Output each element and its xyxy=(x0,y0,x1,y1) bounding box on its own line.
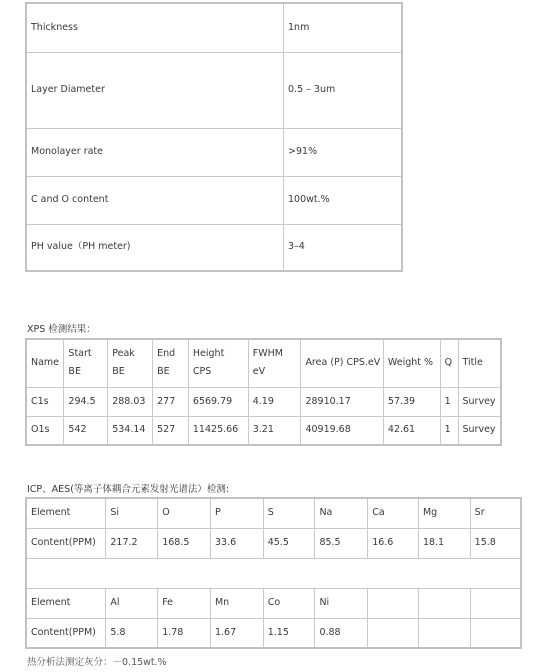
xps-header-start-be xyxy=(64,339,108,387)
table-cell: 277 xyxy=(153,387,189,416)
spec-value: 100wt.% xyxy=(284,176,402,224)
table-cell xyxy=(470,588,521,618)
spec-value: 0.5 – 3um xyxy=(284,52,402,128)
table-cell-empty xyxy=(26,558,521,588)
table-cell: 45.5 xyxy=(263,528,315,558)
header-text: Peak xyxy=(112,348,135,360)
table-cell: Fe xyxy=(158,588,211,618)
table-cell: 534.14 xyxy=(108,416,153,445)
table-cell: 28910.17 xyxy=(301,387,383,416)
spec-row xyxy=(26,3,402,52)
spec-label: C and O content xyxy=(26,176,284,224)
spec-value: 1nm xyxy=(284,3,402,52)
table-cell: 40919.68 xyxy=(301,416,383,445)
table-cell: 527 xyxy=(153,416,189,445)
table-cell: 168.5 xyxy=(158,528,211,558)
spec-row xyxy=(26,176,402,224)
table-cell: 57.39 xyxy=(383,387,440,416)
header-text: FWHM xyxy=(252,348,283,360)
table-cell: 0.88 xyxy=(315,618,368,648)
xps-header-name xyxy=(26,339,64,387)
table-cell: C1s xyxy=(26,387,64,416)
icp-caption: ICP、AES(等离子体耦合元素发射光谱法）检测: xyxy=(27,484,230,495)
xps-header-area xyxy=(301,339,383,387)
header-text: CPS xyxy=(192,366,212,378)
spec-label: PH value（PH meter) xyxy=(26,224,284,271)
table-cell: 85.5 xyxy=(315,528,368,558)
header-text: eV xyxy=(252,366,266,378)
table-cell: O1s xyxy=(26,416,64,445)
xps-header-fwhm xyxy=(248,339,301,387)
xps-header-height xyxy=(188,339,248,387)
table-cell: 18.1 xyxy=(418,528,470,558)
table-cell: 4.19 xyxy=(248,387,301,416)
table-row xyxy=(26,528,521,558)
table-cell: Element xyxy=(26,588,106,618)
table-cell: 217.2 xyxy=(106,528,158,558)
spec-label: Layer Diameter xyxy=(26,52,284,128)
table-cell xyxy=(418,588,470,618)
table-cell: Na xyxy=(315,498,368,528)
icp-table xyxy=(25,497,522,649)
table-cell: 5.8 xyxy=(106,618,158,648)
table-row xyxy=(26,498,521,528)
table-cell: 3.21 xyxy=(248,416,301,445)
table-cell: 33.6 xyxy=(210,528,263,558)
header-text: Height xyxy=(192,348,225,360)
table-cell: S xyxy=(263,498,315,528)
table-cell: 1 xyxy=(440,387,458,416)
xps-header-row xyxy=(26,339,501,387)
table-cell: Content(PPM) xyxy=(26,528,106,558)
header-text: Title xyxy=(462,357,483,369)
table-cell: 11425.66 xyxy=(188,416,248,445)
header-text: BE xyxy=(112,366,125,378)
table-cell xyxy=(368,618,419,648)
header-text: End xyxy=(157,348,176,360)
header-text: Q xyxy=(444,357,453,369)
table-cell: O xyxy=(158,498,211,528)
table-cell: 15.8 xyxy=(470,528,521,558)
table-cell: Al xyxy=(106,588,158,618)
header-text: Start xyxy=(68,348,92,360)
spec-row xyxy=(26,128,402,176)
xps-header-peak-be xyxy=(108,339,153,387)
xps-header-end-be xyxy=(153,339,189,387)
table-cell: 288.03 xyxy=(108,387,153,416)
table-cell: P xyxy=(210,498,263,528)
table-cell: Mg xyxy=(418,498,470,528)
table-cell: 42.61 xyxy=(383,416,440,445)
table-cell: 1 xyxy=(440,416,458,445)
table-cell: Mn xyxy=(210,588,263,618)
table-cell: 294.5 xyxy=(64,387,108,416)
table-row xyxy=(26,588,521,618)
table-row xyxy=(26,416,501,445)
table-cell: Survey xyxy=(458,387,501,416)
header-text: Name xyxy=(31,357,60,369)
spec-value: >91% xyxy=(284,128,402,176)
table-cell: Ca xyxy=(368,498,419,528)
header-text: BE xyxy=(157,366,170,378)
table-cell: Co xyxy=(263,588,315,618)
xps-header-title xyxy=(458,339,501,387)
table-cell xyxy=(470,618,521,648)
spec-value: 3–4 xyxy=(284,224,402,271)
table-cell: 1.15 xyxy=(263,618,315,648)
ash-content-note: 热分析法测定灰分：－0.15wt.% xyxy=(27,657,167,668)
table-cell: 1.78 xyxy=(158,618,211,648)
table-cell: Element xyxy=(26,498,106,528)
xps-table xyxy=(25,338,502,446)
spec-label: Monolayer rate xyxy=(26,128,284,176)
table-row xyxy=(26,387,501,416)
table-cell: Si xyxy=(106,498,158,528)
table-cell: 16.6 xyxy=(368,528,419,558)
spec-label: Thickness xyxy=(26,3,284,52)
table-cell: 6569.79 xyxy=(188,387,248,416)
xps-header-weight xyxy=(383,339,440,387)
spec-row xyxy=(26,224,402,271)
table-spacer-row xyxy=(26,558,521,588)
spec-row xyxy=(26,52,402,128)
table-cell: Sr xyxy=(470,498,521,528)
xps-caption: XPS 检测结果： xyxy=(27,324,96,335)
header-text: Area (P) CPS.eV xyxy=(305,357,381,369)
spec-table xyxy=(25,2,403,272)
table-cell: Survey xyxy=(458,416,501,445)
table-cell: Content(PPM) xyxy=(26,618,106,648)
xps-header-q xyxy=(440,339,458,387)
table-cell: 542 xyxy=(64,416,108,445)
header-text: Weight % xyxy=(387,357,434,369)
table-cell: 1.67 xyxy=(210,618,263,648)
table-cell xyxy=(368,588,419,618)
table-cell: Ni xyxy=(315,588,368,618)
header-text: BE xyxy=(68,366,81,378)
table-cell xyxy=(418,618,470,648)
table-row xyxy=(26,618,521,648)
